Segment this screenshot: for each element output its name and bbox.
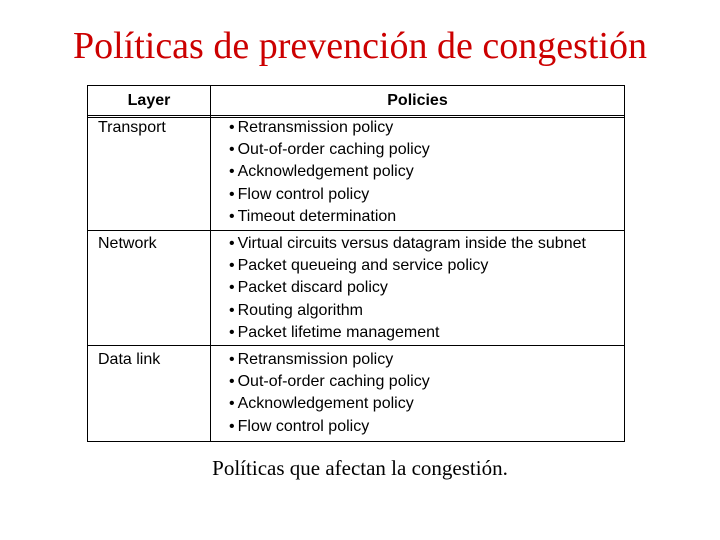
policy-item: • Out-of-order caching policy [229,371,430,393]
row-divider [88,230,624,231]
policy-item: • Virtual circuits versus datagram inside the subnet [229,233,586,255]
policy-item: • Retransmission policy [229,349,430,371]
layer-data-link: Data link [98,351,161,368]
policy-item: • Retransmission policy [229,117,430,139]
layer-transport: Transport [98,119,166,136]
slide-title: Políticas de prevención de congestión [72,25,648,67]
figure-caption: Políticas que afectan la congestión. [212,456,508,480]
policy-item: • Packet lifetime management [229,322,586,344]
policies-table [87,85,625,442]
policy-item: • Out-of-order caching policy [229,139,430,161]
policy-item: • Flow control policy [229,184,430,206]
header-layer: Layer [127,92,171,109]
policy-item: • Acknowledgement policy [229,393,430,415]
policy-item: • Packet discard policy [229,277,586,299]
column-divider [210,86,211,441]
header-policies: Policies [387,92,448,109]
policy-item: • Packet queueing and service policy [229,255,586,277]
policies-data-link [229,349,430,438]
policies-transport [229,117,430,228]
policies-network [229,233,586,344]
layer-network: Network [98,235,157,252]
policy-item: • Acknowledgement policy [229,161,430,183]
policy-item: • Routing algorithm [229,300,586,322]
policy-item: • Timeout determination [229,206,430,228]
row-divider [88,345,624,346]
policy-item: • Flow control policy [229,416,430,438]
